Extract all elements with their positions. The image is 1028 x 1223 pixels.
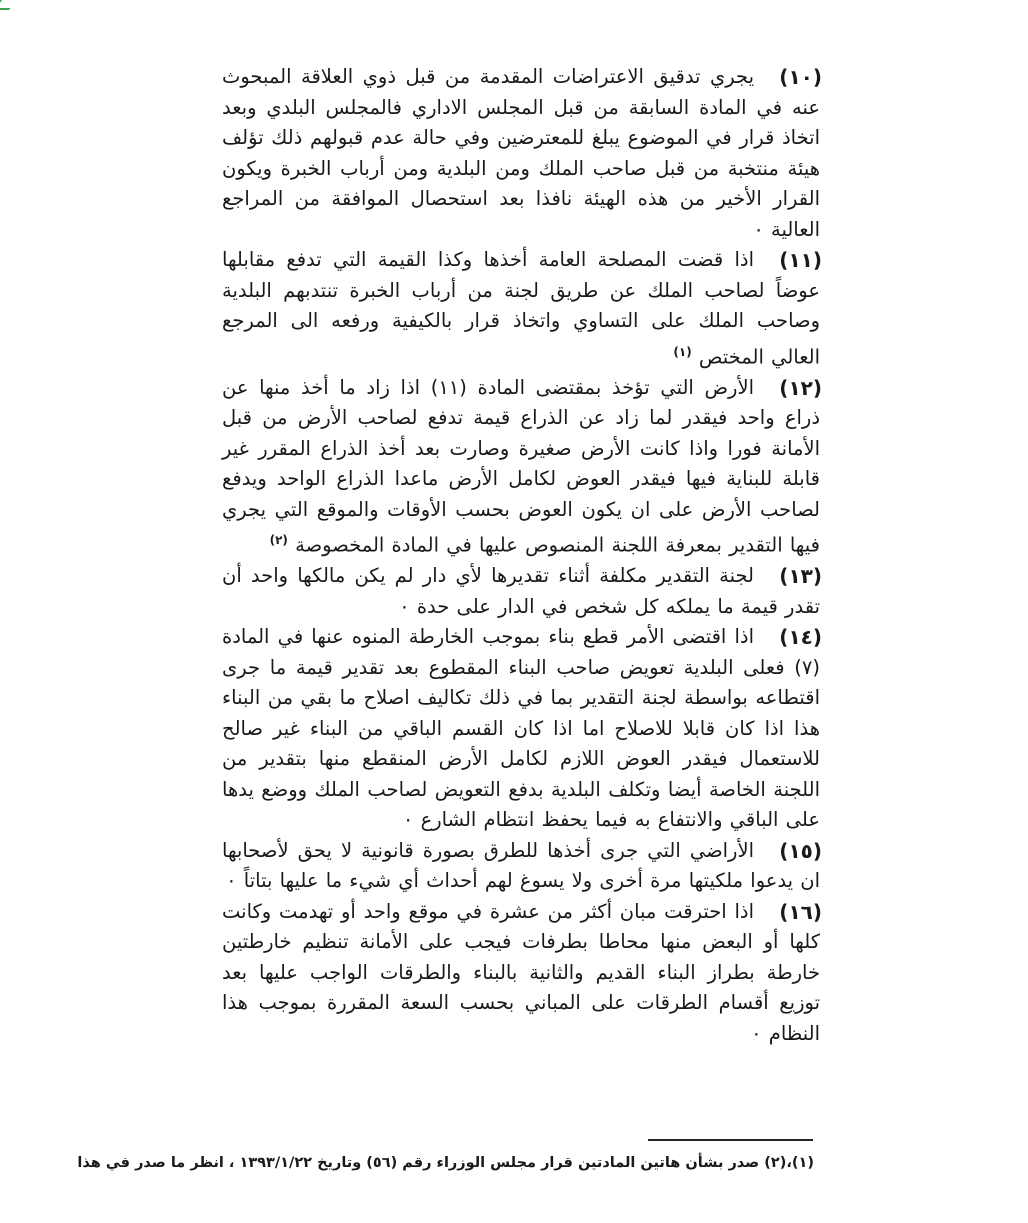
article-text: اذا احترقت مبان أكثر من عشرة في موقع واحد أو تهدمت وكانت كلها أو البعض منها محاطا بطرفات فيجب على الأمانة تنظيم خارطتين خارطة بطراز البناء القديم والثانية بالبناء والطرقات الواجب عليها بعد توزيع أقسام الطرقات على المباني بحسب السعة المقررة بموجب هذا النظام ٠ <box>222 899 820 1045</box>
article-10 <box>222 62 820 245</box>
article-text: اذا قضت المصلحة العامة أخذها وكذا القيمة التي تدفع مقابلها عوضاً لصاحب الملك عن طريق لجنة من أرباب الخبرة تنتدبهم البلدية وصاحب الملك على التساوي واتخاذ قرار بالكيفية ورفعه الى المرجع العالي المختص <box>222 248 820 368</box>
footnote-reference: (١) <box>673 344 692 359</box>
footnote: (١)،(٢) صدر بشأن هاتين المادتين قرار مجلس الوزراء رقم (٥٦) وتاريخ ١٣٩٣/١/٢٢ ، انظر ما صدر في هذا <box>77 1155 814 1171</box>
document-body <box>222 62 820 1049</box>
article-text: لجنة التقدير مكلفة أثناء تقديرها لأي دار لم يكن مالكها واحد أن تقدر قيمة ما يملكه كل شخص في الدار على حدة ٠ <box>222 564 820 618</box>
article-number: (١٢) <box>779 375 822 400</box>
article-15 <box>222 836 820 897</box>
article-number: (١٣) <box>779 564 822 588</box>
footnote-divider <box>648 1139 813 1141</box>
article-number: (١١) <box>779 248 822 272</box>
article-16 <box>222 897 820 1050</box>
article-number: (١٤) <box>779 625 822 649</box>
article-number: (١٠) <box>779 65 822 89</box>
article-13 <box>222 561 820 622</box>
article-11 <box>222 245 820 373</box>
article-text: اذا اقتضى الأمر قطع بناء بموجب الخارطة المنوه عنها في المادة (٧) فعلى البلدية تعويض صاحب البناء المقطوع بعد تقدير قيمة ما جرى اقتطاعه بواسطة لجنة التقدير بما في ذلك تكاليف اصلاح ما بقي من البناء هذا اذا كان قابلا للاصلاح اما اذا كان القسم الباقي من البناء غير صالح للاستعمال فيقدر العوض اللازم لكامل الأرض المنقطع منها بتقدير من اللجنة الخاصة أيضا وتكلف البلدية بدفع التعويض لصاحب الملك ووضع يدها على الباقي والانتفاع به فيما يحفظ انتظام الشارع ٠ <box>222 625 820 831</box>
article-number: (١٦) <box>779 899 822 924</box>
article-number: (١٥) <box>779 838 822 863</box>
article-text: الأراضي التي جرى أخذها للطرق بصورة قانونية لا يحق لأصحابها ان يدعوا ملكيتها مرة أخرى ولا يسوغ لهم أحداث أي شيء ما عليها بتاتاً ٠ <box>222 838 820 892</box>
article-14 <box>222 622 820 836</box>
footnote-reference: (٢) <box>269 533 288 547</box>
article-12 <box>222 373 820 562</box>
corner-scan-mark <box>0 0 16 10</box>
article-text: يجري تدقيق الاعتراضات المقدمة من قبل ذوي العلاقة المبحوث عنه في المادة السابقة من قبل المجلس الاداري فالمجلس البلدي وبعد اتخاذ قرار في الموضوع يبلغ للمعترضين وفي حالة عدم قبولهم ذلك تؤلف هيئة منتخبة من قبل صاحب الملك ومن البلدية ومن أرباب الخبرة ويكون القرار الأخير من هذه الهيئة نافذا بعد استحصال الموافقة من المراجع العالية ٠ <box>222 65 820 241</box>
article-text: الأرض التي تؤخذ بمقتضى المادة (١١) اذا زاد ما أخذ منها عن ذراع واحد فيقدر لما زاد عن الذراع قيمة تدفع لصاحب الأرض من قبل الأمانة فورا واذا كانت الأرض صغيرة وصارت بعد أخذ الذراع المقرر غير قابلة للبناية فيها فيقدر العوض لكامل الأرض ماعدا الذراع الواحد ويدفع لصاحب الأرض على ان يكون العوض بحسب الأوقات والموقع التي يجري فيها التقدير بمعرفة اللجنة المنصوص عليها في المادة المخصوصة <box>222 375 820 557</box>
